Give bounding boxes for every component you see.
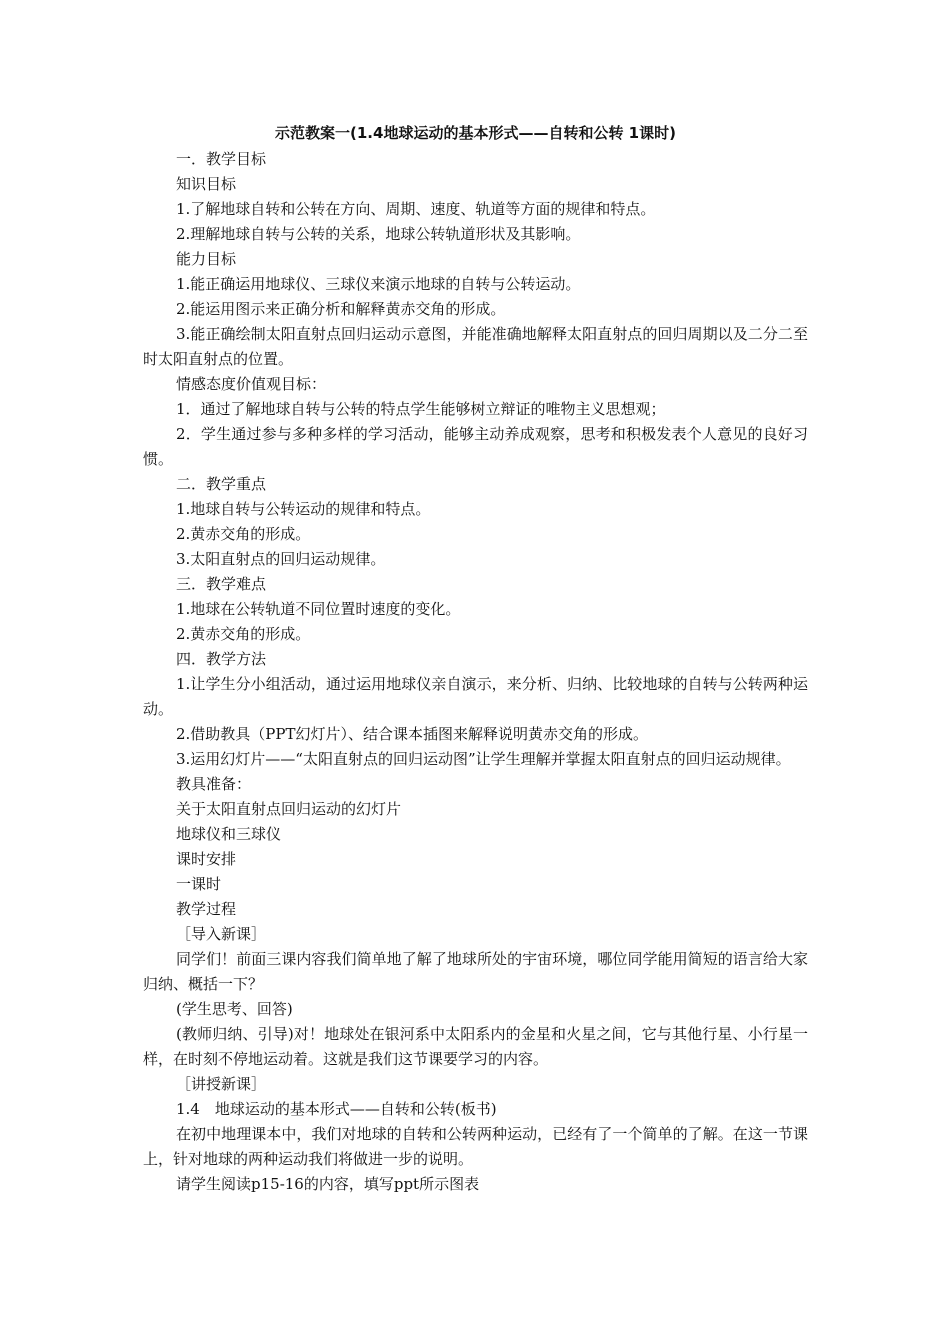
paragraph: 1.让学生分小组活动，通过运用地球仪亲自演示，来分析、归纳、比较地球的自转与公转两种运动。 xyxy=(143,675,808,718)
paragraph: 请学生阅读p15-16的内容，填写ppt所示图表 xyxy=(176,1175,480,1193)
subheading-ability: 能力目标 xyxy=(176,250,237,268)
paragraph: 1.地球自转与公转运动的规律和特点。 xyxy=(176,500,431,518)
subheading-new-lesson: ［讲授新课］ xyxy=(176,1075,267,1093)
document-body xyxy=(143,147,808,1197)
paragraph: 2.借助教具（PPT幻灯片）、结合课本插图来解释说明黄赤交角的形成。 xyxy=(176,725,649,743)
document-title: 示范教案一(1.4地球运动的基本形式——自转和公转 1课时) xyxy=(275,124,676,142)
paragraph: 3.能正确绘制太阳直射点回归运动示意图，并能准确地解释太阳直射点的回归周期以及二分二至时太阳直射点的位置。 xyxy=(143,325,808,368)
section-heading-objectives: 一．教学目标 xyxy=(176,150,267,168)
paragraph: 1.能正确运用地球仪、三球仪来演示地球的自转与公转运动。 xyxy=(176,275,581,293)
subheading-materials: 教具准备： xyxy=(176,775,252,793)
paragraph: 2.黄赤交角的形成。 xyxy=(176,525,311,543)
paragraph: 3.运用幻灯片——“太阳直射点的回归运动图”让学生理解并掌握太阳直射点的回归运动规律。 xyxy=(176,750,791,768)
subheading-intro: ［导入新课］ xyxy=(176,925,267,943)
document-page xyxy=(143,121,808,1197)
paragraph: 1.4 地球运动的基本形式——自转和公转(板书) xyxy=(176,1100,497,1118)
paragraph: 1.地球在公转轨道不同位置时速度的变化。 xyxy=(176,600,461,618)
section-heading-difficulties: 三．教学难点 xyxy=(176,575,267,593)
paragraph: 2.能运用图示来正确分析和解释黄赤交角的形成。 xyxy=(176,300,506,318)
paragraph: 1．通过了解地球自转与公转的特点学生能够树立辩证的唯物主义思想观； xyxy=(176,400,666,418)
paragraph: (学生思考、回答) xyxy=(176,1000,293,1018)
paragraph: 1.了解地球自转和公转在方向、周期、速度、轨道等方面的规律和特点。 xyxy=(176,200,656,218)
paragraph: 3.太阳直射点的回归运动规律。 xyxy=(176,550,386,568)
paragraph: 2.黄赤交角的形成。 xyxy=(176,625,311,643)
subheading-knowledge: 知识目标 xyxy=(176,175,237,193)
section-heading-key-points: 二．教学重点 xyxy=(176,475,267,493)
subheading-values: 情感态度价值观目标： xyxy=(176,375,327,393)
paragraph: (教师归纳、引导)对！地球处在银河系中太阳系内的金星和火星之间，它与其他行星、小行星一样，在时刻不停地运动着。这就是我们这节课要学习的内容。 xyxy=(143,1025,808,1068)
section-heading-methods: 四．教学方法 xyxy=(176,650,267,668)
paragraph: 地球仪和三球仪 xyxy=(176,825,282,843)
subheading-schedule: 课时安排 xyxy=(176,850,237,868)
paragraph: 关于太阳直射点回归运动的幻灯片 xyxy=(176,800,402,818)
paragraph: 同学们！前面三课内容我们简单地了解了地球所处的宇宙环境，哪位同学能用简短的语言给大家归纳、概括一下？ xyxy=(143,950,808,993)
paragraph: 在初中地理课本中，我们对地球的自转和公转两种运动，已经有了一个简单的了解。在这一节课上，针对地球的两种运动我们将做进一步的说明。 xyxy=(143,1125,808,1168)
paragraph: 2．学生通过参与多种多样的学习活动，能够主动养成观察，思考和积极发表个人意见的良好习惯。 xyxy=(143,425,808,468)
paragraph: 2.理解地球自转与公转的关系，地球公转轨道形状及其影响。 xyxy=(176,225,581,243)
paragraph: 一课时 xyxy=(176,875,222,893)
subheading-process: 教学过程 xyxy=(176,900,237,918)
